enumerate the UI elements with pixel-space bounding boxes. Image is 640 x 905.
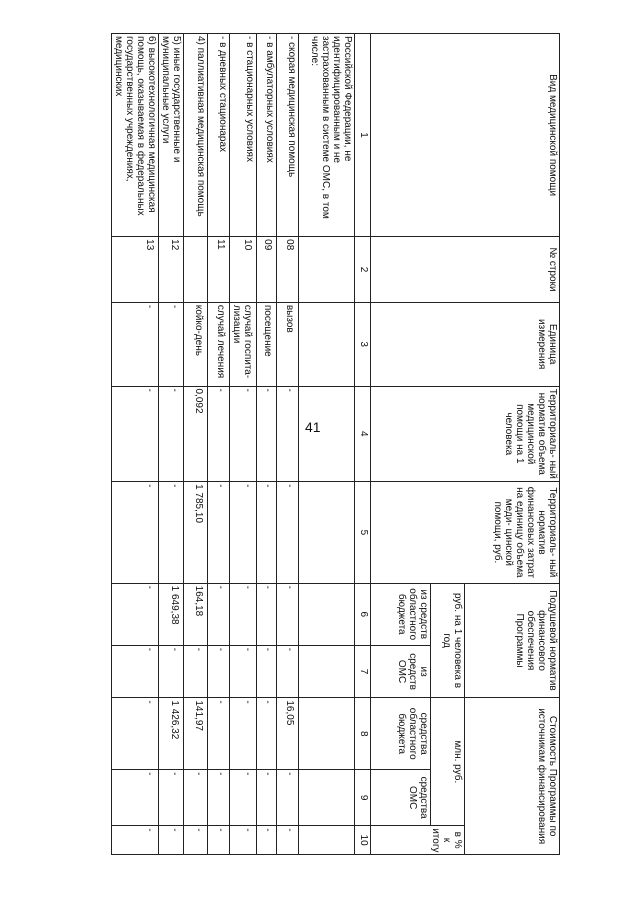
row-care-type: - в дневных стационарах: [208, 34, 230, 237]
row-line-number: 09: [257, 237, 277, 303]
row-per-capita-regional: -: [112, 583, 159, 645]
row-cost-regional: 16,05: [277, 698, 299, 770]
row-per-capita-regional: -: [257, 583, 277, 645]
page-number: 41: [305, 419, 321, 435]
column-number: 4: [355, 386, 371, 482]
row-cost-oms: -: [208, 770, 230, 826]
column-number: 9: [355, 770, 371, 826]
row-per-capita-oms: -: [230, 645, 257, 698]
header-program-cost-group: Стоимость Программы по источникам финансирования: [465, 698, 560, 855]
row-cost-oms: -: [184, 770, 208, 826]
header-line-number: № строки: [371, 237, 560, 303]
header-cost-percent: в % к итогу: [371, 826, 465, 855]
program-cost-table: [111, 33, 560, 855]
row-per-capita-oms: -: [277, 645, 299, 698]
row-line-number: 11: [208, 237, 230, 303]
row-care-type: 6) высокотехнологичная медицинская помощь, оказываемая в федеральных государственных учреждениях, медицинских: [112, 34, 159, 237]
row-volume-norm: -: [159, 386, 184, 482]
table-row: [299, 34, 355, 855]
row-line-number: [184, 237, 208, 303]
row-per-capita-regional: 1 649,38: [159, 583, 184, 645]
table-row: [112, 34, 159, 855]
row-cost-percent: -: [230, 826, 257, 855]
row-cost-percent: -: [208, 826, 230, 855]
row-cost-norm: 1 785,10: [184, 482, 208, 584]
column-number-row: [355, 34, 371, 855]
row-care-type: 4) паллиативная медицинская помощь: [184, 34, 208, 237]
row-unit: [299, 302, 355, 386]
row-per-capita-regional: -: [277, 583, 299, 645]
header-per-capita-group: Подушевой норматив финансового обеспечения Программы: [465, 583, 560, 698]
row-per-capita-regional: -: [208, 583, 230, 645]
row-volume-norm: -: [257, 386, 277, 482]
header-cost-oms: средства ОМС: [371, 770, 431, 826]
row-line-number: 10: [230, 237, 257, 303]
row-cost-norm: -: [208, 482, 230, 584]
row-cost-regional: -: [208, 698, 230, 770]
row-unit: случай лечения: [208, 302, 230, 386]
header-unit: Единица измерения: [371, 302, 560, 386]
row-cost-regional: -: [112, 698, 159, 770]
row-cost-norm: -: [112, 482, 159, 584]
row-volume-norm: -: [277, 386, 299, 482]
row-cost-regional: [299, 698, 355, 770]
row-unit: койко-день: [184, 302, 208, 386]
row-per-capita-regional: -: [230, 583, 257, 645]
row-unit: -: [159, 302, 184, 386]
row-care-type: - в амбулаторных условиях: [257, 34, 277, 237]
row-care-type: - в стационарных условиях: [230, 34, 257, 237]
row-cost-regional: 141,97: [184, 698, 208, 770]
row-unit: -: [112, 302, 159, 386]
row-volume-norm: -: [112, 386, 159, 482]
column-number: 10: [355, 826, 371, 855]
row-line-number: 13: [112, 237, 159, 303]
row-cost-percent: [299, 826, 355, 855]
row-per-capita-oms: -: [184, 645, 208, 698]
row-cost-norm: [299, 482, 355, 584]
row-cost-regional: -: [257, 698, 277, 770]
row-volume-norm: [299, 386, 355, 482]
header-care-type: Вид медицинской помощи: [371, 34, 560, 237]
header-volume-norm: Территориаль- ный норматив объема медицинской помощи на 1 человека: [371, 386, 560, 482]
row-unit: посещение: [257, 302, 277, 386]
table-body: [112, 34, 355, 855]
table-row: [230, 34, 257, 855]
row-per-capita-oms: [299, 645, 355, 698]
row-cost-percent: -: [257, 826, 277, 855]
row-cost-norm: -: [159, 482, 184, 584]
row-cost-percent: -: [112, 826, 159, 855]
row-per-capita-regional: 164,18: [184, 583, 208, 645]
row-cost-oms: [299, 770, 355, 826]
column-number: 1: [355, 34, 371, 237]
row-unit: случай госпита- лизации: [230, 302, 257, 386]
row-per-capita-oms: -: [257, 645, 277, 698]
row-care-type: - скорая медицинская помощь: [277, 34, 299, 237]
header-per-capita-oms: из средств ОМС: [371, 645, 431, 698]
header-per-capita-unit: руб. на 1 человека в год: [431, 583, 465, 698]
header-per-capita-regional: из средств областного бюджета: [371, 583, 431, 645]
row-unit: вызов: [277, 302, 299, 386]
row-cost-oms: -: [277, 770, 299, 826]
row-per-capita-oms: -: [159, 645, 184, 698]
rotated-table-area: [113, 33, 560, 855]
table-row: [159, 34, 184, 855]
row-line-number: 08: [277, 237, 299, 303]
row-cost-oms: -: [159, 770, 184, 826]
header-cost-regional: средства областного бюджета: [371, 698, 431, 770]
row-per-capita-regional: [299, 583, 355, 645]
row-cost-oms: -: [230, 770, 257, 826]
row-cost-norm: -: [230, 482, 257, 584]
table-row: [208, 34, 230, 855]
column-number: 8: [355, 698, 371, 770]
row-per-capita-oms: -: [112, 645, 159, 698]
row-cost-oms: -: [257, 770, 277, 826]
column-number: 5: [355, 482, 371, 584]
row-cost-norm: -: [277, 482, 299, 584]
row-cost-percent: -: [159, 826, 184, 855]
row-care-type: 5) иные государственные и муниципальные услуги: [159, 34, 184, 237]
row-cost-percent: -: [277, 826, 299, 855]
row-cost-norm: -: [257, 482, 277, 584]
row-cost-percent: -: [184, 826, 208, 855]
header-cost-unit: млн. руб.: [431, 698, 465, 826]
row-cost-regional: -: [230, 698, 257, 770]
column-number: 2: [355, 237, 371, 303]
row-volume-norm: -: [230, 386, 257, 482]
table-row: [257, 34, 277, 855]
header-cost-norm: Территориаль- ный норматив финансовых затрат на единицу объема меди- цинской помощи, руб.: [371, 482, 560, 584]
column-number: 7: [355, 645, 371, 698]
column-number: 6: [355, 583, 371, 645]
table-row: [277, 34, 299, 855]
row-line-number: [299, 237, 355, 303]
row-cost-regional: 1 426,32: [159, 698, 184, 770]
row-line-number: 12: [159, 237, 184, 303]
row-care-type: Российской Федерации, не идентифицированным и не застрахованным в системе ОМС, в том числе:: [299, 34, 355, 237]
row-per-capita-oms: -: [208, 645, 230, 698]
row-cost-oms: -: [112, 770, 159, 826]
row-volume-norm: -: [208, 386, 230, 482]
column-number: 3: [355, 302, 371, 386]
row-volume-norm: 0,092: [184, 386, 208, 482]
table-row: [184, 34, 208, 855]
